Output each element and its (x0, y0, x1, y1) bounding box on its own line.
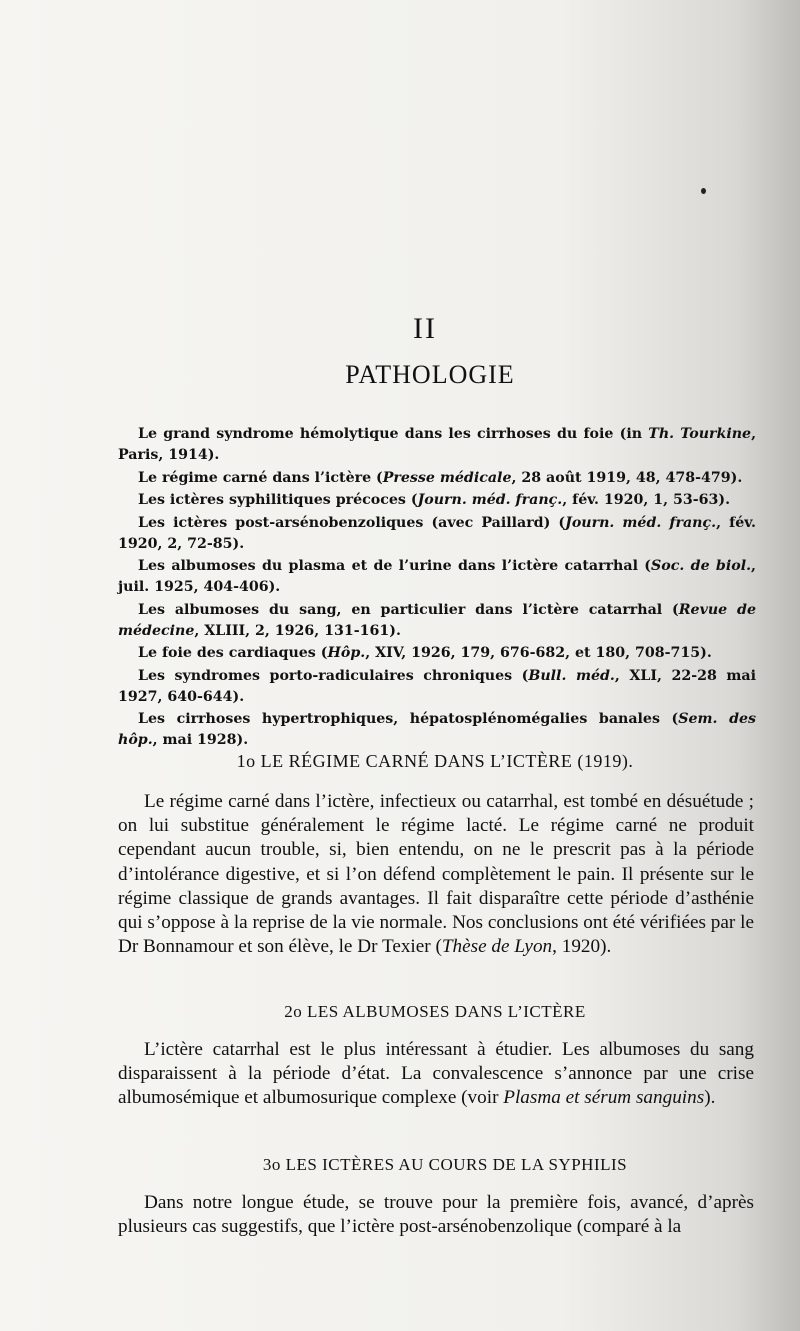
bibliography-entry: Les cirrhoses hypertrophiques, hépatosplénomégalies banales (Sem. des hôp., mai 1928). (118, 711, 756, 748)
bibliography-entry: Les albumoses du plasma et de l’urine dans l’ictère catarrhal (Soc. de biol., juil. 1925, 404-406). (118, 558, 756, 595)
bibliography-entry: Les ictères post-arsénobenzoliques (avec Paillard) (Journ. méd. franç., fév. 1920, 2, 72-85). (118, 514, 756, 552)
section-heading: 2o LES ALBUMOSES DANS L’ICTÈRE (284, 1002, 586, 1021)
bibliography-entry: Le régime carné dans l’ictère (Presse médicale, 28 août 1919, 48, 478-479). (138, 469, 743, 486)
bibliography-entry: Les syndromes porto-radiculaires chroniques (Bull. méd., XLI, 22-28 mai 1927, 640-644). (118, 667, 756, 705)
part-numeral: II (413, 312, 437, 345)
section-paragraph: Dans notre longue étude, se trouve pour la première fois, avancé, d’après plusieurs cas suggestifs, que l’ictère post-arsénobenzolique (comparé à la (118, 1192, 754, 1238)
bibliography-entry: Le foie des cardiaques (Hôp., XIV, 1926, 179, 676-682, et 180, 708-715). (138, 645, 712, 661)
bibliography-entry: Les ictères syphilitiques précoces (Journ. méd. franç., fév. 1920, 1, 53-63). (138, 492, 731, 508)
section-heading: 3o LES ICTÈRES AU COURS DE LA SYPHILIS (262, 1155, 628, 1174)
part-title: PATHOLOGIE (345, 360, 515, 389)
section-paragraph: L’ictère catarrhal est le plus intéressant à étudier. Les albumoses du sang disparaissent à la période d’état. La convalescence s’annonce par une crise albumosémique et albumosurique complexe (voir Plasma et sérum sanguins). (118, 1039, 754, 1109)
bibliography-entry: Le grand syndrome hémolytique dans les cirrhoses du foie (in Th. Tourkine, Paris, 1914). (118, 426, 757, 463)
section-paragraph: Le régime carné dans l’ictère, infectieux ou catarrhal, est tombé en désuétude ; on lui substitue généralement le régime lacté. Le régime carné ne produit cependant aucun trouble, si, bien entendu, on ne le prescrit pas à la période d’intolérance digestive, et si l’on défend complètement le pain. Il présente sur le régime classique de grands avantages. Il fait disparaître cette période d’asthénie qui s’oppose à la reprise de la vie normale. Nos conclusions ont été vérifiées par le Dr Bonnamour et son élève, le Dr Texier (Thèse de Lyon, 1920). (118, 791, 754, 958)
ink-speck (701, 188, 706, 194)
section-heading: 1o LE RÉGIME CARNÉ DANS L’ICTÈRE (1919). (236, 751, 634, 771)
bibliography-entry: Les albumoses du sang, en particulier dans l’ictère catarrhal (Revue de médecine, XLIII, 2, 1926, 131-161). (118, 601, 756, 639)
bibliography-list (118, 424, 756, 753)
